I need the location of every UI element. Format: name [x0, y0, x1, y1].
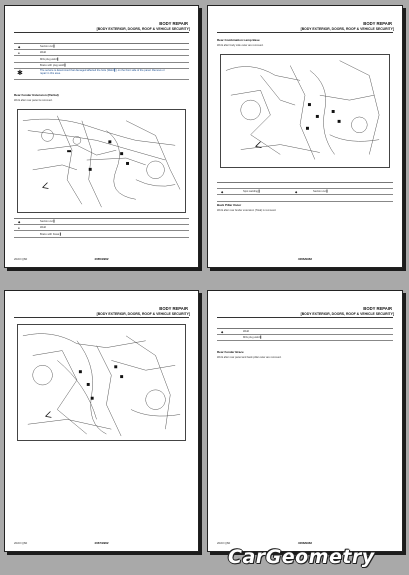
page-header-title: BODY REPAIR	[159, 306, 188, 311]
weld-icon: ●	[18, 225, 20, 230]
footer-model: 2023 Q60	[14, 541, 28, 545]
legend-row: ● Weld	[14, 225, 189, 231]
legend-row-note: ✱ The service is determined that damaged affected the hole (Weld ▌) on the front side of the panel. Remove or repair in this area.	[14, 69, 189, 80]
legend-row: Braze with brass ▌	[14, 231, 189, 237]
legend-table-2	[14, 218, 189, 238]
footer-model: 2023 Q60	[217, 541, 231, 545]
section-title: Rear Fender Extension (Partial)	[14, 93, 59, 97]
footer-model: 2023 Q60	[14, 257, 28, 261]
body-text: Work after rear fender extension (Total) is removed.	[217, 209, 277, 212]
page-header-subtitle: [BODY EXTERIOR, DOORS, ROOF & VEHICLE SECURITY]	[300, 312, 394, 316]
legend-row	[217, 195, 393, 201]
spot-weld-icon: ◆	[221, 189, 224, 194]
repair-diagram-figure	[17, 109, 186, 213]
legend-table	[217, 182, 393, 202]
page-header-title: BODY REPAIR	[363, 306, 392, 311]
legend-row: Braze with plug weld ▌	[14, 63, 189, 69]
weld-icon: ●	[18, 50, 20, 55]
document-page-4	[207, 290, 403, 552]
legend-row: ◆ Section cut ▌	[14, 44, 189, 50]
footer-page-number: 4067/9962	[94, 541, 109, 545]
page-header-title: BODY REPAIR	[159, 21, 188, 26]
page-header-title: BODY REPAIR	[363, 21, 392, 26]
document-page-1	[4, 5, 199, 268]
footer-page-number: 4068/9962	[297, 541, 313, 545]
body-text: Work after rear panel and back pillar outer are removed.	[217, 356, 282, 359]
section-title: Rear Combination Lamp Base	[217, 38, 260, 42]
legend-table	[14, 43, 189, 80]
header-rule	[14, 317, 189, 318]
site-watermark: CarGeometry	[228, 546, 375, 568]
repair-diagram	[18, 110, 185, 212]
asterisk-icon: ✱	[17, 69, 23, 77]
legend-row: ◆ Weld	[217, 329, 393, 335]
body-text: Work after rear panel is removed.	[14, 99, 53, 102]
page-header-subtitle: [BODY EXTERIOR, DOORS, ROOF & VEHICLE SECURITY]	[96, 27, 190, 31]
repair-diagram	[221, 55, 389, 167]
legend-table	[217, 328, 393, 341]
footer-page-number: 4066/9962	[297, 257, 313, 261]
document-page-3	[4, 290, 199, 552]
repair-diagram-figure	[220, 54, 390, 168]
section-cut-icon: ◆	[18, 44, 21, 49]
legend-row: ● Weld	[14, 50, 189, 56]
legend-row: ◆ Spot welding ▌ ◆ Section cut ▌	[217, 189, 393, 195]
repair-diagram	[18, 325, 185, 440]
header-rule	[217, 317, 393, 318]
legend-row: ◆ Section cut ▌	[14, 219, 189, 225]
footer-page-number: 4065/9962	[94, 257, 109, 261]
header-rule	[217, 32, 393, 33]
section-title: Back Pillar Outer	[217, 203, 242, 207]
legend-row: MIG plug weld ▌	[14, 56, 189, 62]
section-title: Rear Fender Brace	[217, 350, 244, 354]
page-header-subtitle: [BODY EXTERIOR, DOORS, ROOF & VEHICLE SECURITY]	[300, 27, 394, 31]
weld-icon: ◆	[221, 329, 224, 334]
repair-diagram-figure	[17, 324, 186, 441]
page-header-subtitle: [BODY EXTERIOR, DOORS, ROOF & VEHICLE SECURITY]	[96, 312, 190, 316]
document-page-2	[207, 5, 403, 268]
section-cut-icon: ◆	[295, 189, 298, 194]
legend-row: MIG plug weld ▌	[217, 335, 393, 341]
section-cut-icon: ◆	[18, 219, 21, 224]
body-text: Work after body side outer are removed.	[217, 44, 264, 47]
header-rule	[14, 32, 189, 33]
